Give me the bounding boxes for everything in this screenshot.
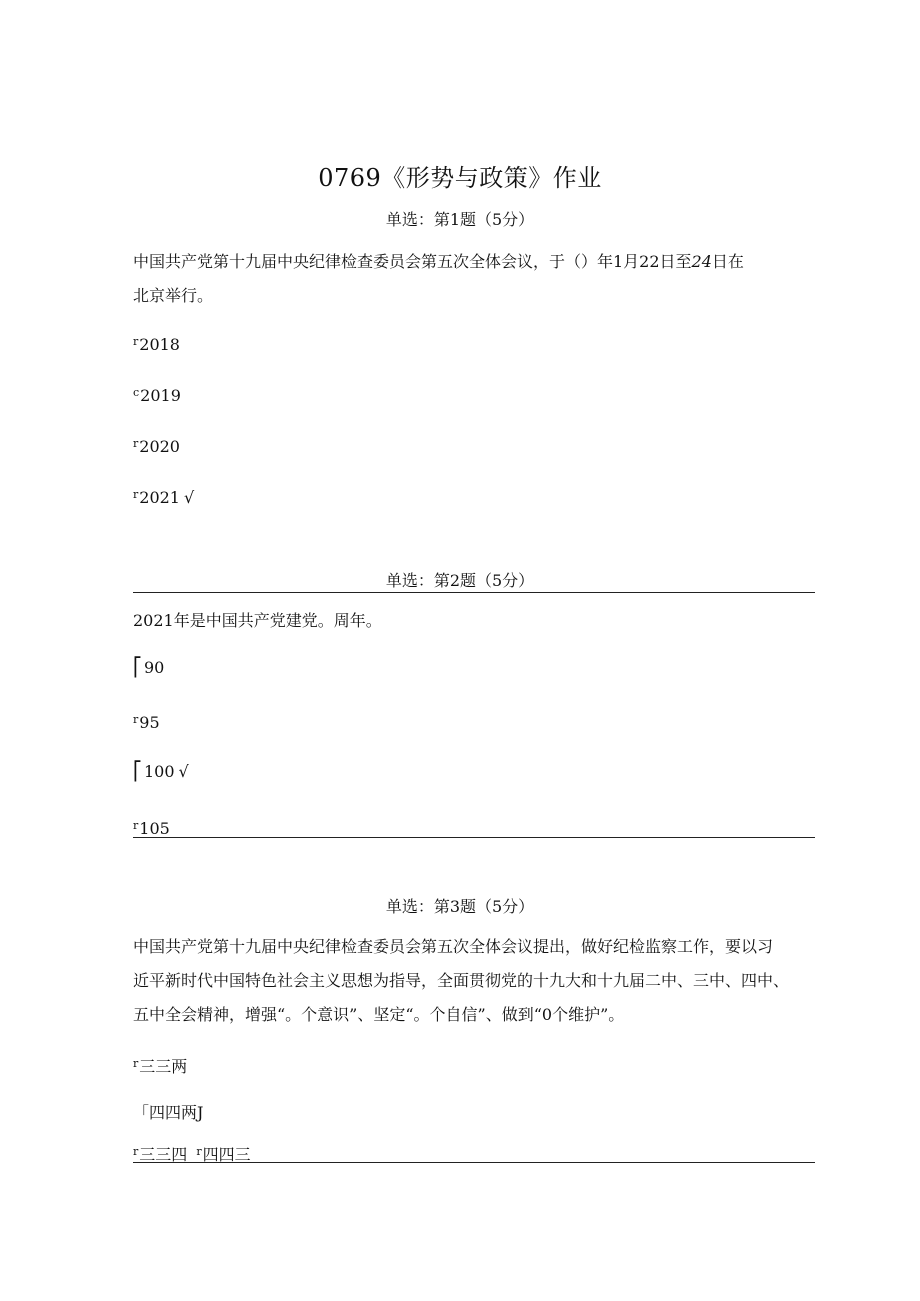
question-1-text-part-end: 日在 xyxy=(711,252,744,271)
option-label: 四四两J xyxy=(149,1103,204,1122)
question-3-text-line: 五中全会精神，增强“。个意识”、坚定“。个自信”、做到“0个维护”。 xyxy=(133,1005,625,1024)
radio-marker-icon: r xyxy=(133,335,139,348)
radio-marker-icon: 「 xyxy=(133,1103,150,1122)
option-label: 四四三 xyxy=(202,1145,251,1164)
option-label: 95 xyxy=(139,713,160,732)
divider xyxy=(133,1162,815,1163)
question-1-option-c[interactable] xyxy=(133,432,180,459)
question-2-option-b[interactable] xyxy=(133,708,160,735)
radio-marker-icon: ⎡ xyxy=(133,657,142,678)
radio-marker-icon: r xyxy=(196,1145,202,1158)
radio-marker-icon: r xyxy=(133,488,139,501)
option-label: 三三两 xyxy=(139,1057,188,1076)
question-1-text-date: 24 xyxy=(691,252,712,271)
question-2-option-c[interactable] xyxy=(133,760,189,784)
question-1-text-part: 中国共产党第十九届中央纪律检查委员会第五次全体会议，于（）年1月22日至 xyxy=(133,252,692,271)
question-1-option-a[interactable] xyxy=(133,330,180,357)
question-3-text xyxy=(133,930,823,1032)
question-1-option-b[interactable] xyxy=(133,381,181,408)
question-1-option-d[interactable] xyxy=(133,483,194,510)
option-label: 90 xyxy=(144,658,165,677)
option-label: 105 xyxy=(139,819,170,838)
document-title: 0769《形势与政策》作业 xyxy=(318,164,602,192)
option-label: 2020 xyxy=(139,437,180,456)
radio-marker-icon: r xyxy=(133,1145,139,1158)
radio-marker-icon: r xyxy=(133,819,139,832)
question-2-text: 2021年是中国共产党建党。周年。 xyxy=(133,611,382,630)
divider xyxy=(133,592,815,593)
question-3-option-b[interactable] xyxy=(133,1101,203,1125)
option-label: 三三四 xyxy=(139,1145,188,1164)
divider xyxy=(133,837,815,838)
question-2-option-a[interactable] xyxy=(133,656,164,680)
question-3-text-line: 近平新时代中国特色社会主义思想为指导，全面贯彻党的十九大和十九届二中、三中、四中、 xyxy=(133,971,790,990)
option-label: 100 xyxy=(144,762,175,781)
question-1-text xyxy=(133,245,823,313)
correct-check-icon: √ xyxy=(183,488,195,507)
question-1-text-line2: 北京举行。 xyxy=(133,286,214,305)
correct-check-icon: √ xyxy=(178,762,189,781)
radio-marker-icon: ⎡ xyxy=(133,761,142,782)
question-3-text-line: 中国共产党第十九届中央纪律检查委员会第五次全体会议提出，做好纪检监察工作，要以习 xyxy=(133,937,774,956)
question-3-header: 单选：第3题（5分） xyxy=(385,897,535,916)
option-label: 2019 xyxy=(140,386,181,405)
radio-marker-icon: c xyxy=(133,386,140,399)
radio-marker-icon: r xyxy=(133,437,139,450)
option-label: 2021 xyxy=(139,488,180,507)
question-3-option-a[interactable] xyxy=(133,1052,187,1079)
option-label: 2018 xyxy=(139,335,180,354)
radio-marker-icon: r xyxy=(133,1057,139,1070)
question-1-header: 单选：第1题（5分） xyxy=(385,210,535,229)
question-2-header: 单选：第2题（5分） xyxy=(385,571,535,590)
radio-marker-icon: r xyxy=(133,713,139,726)
